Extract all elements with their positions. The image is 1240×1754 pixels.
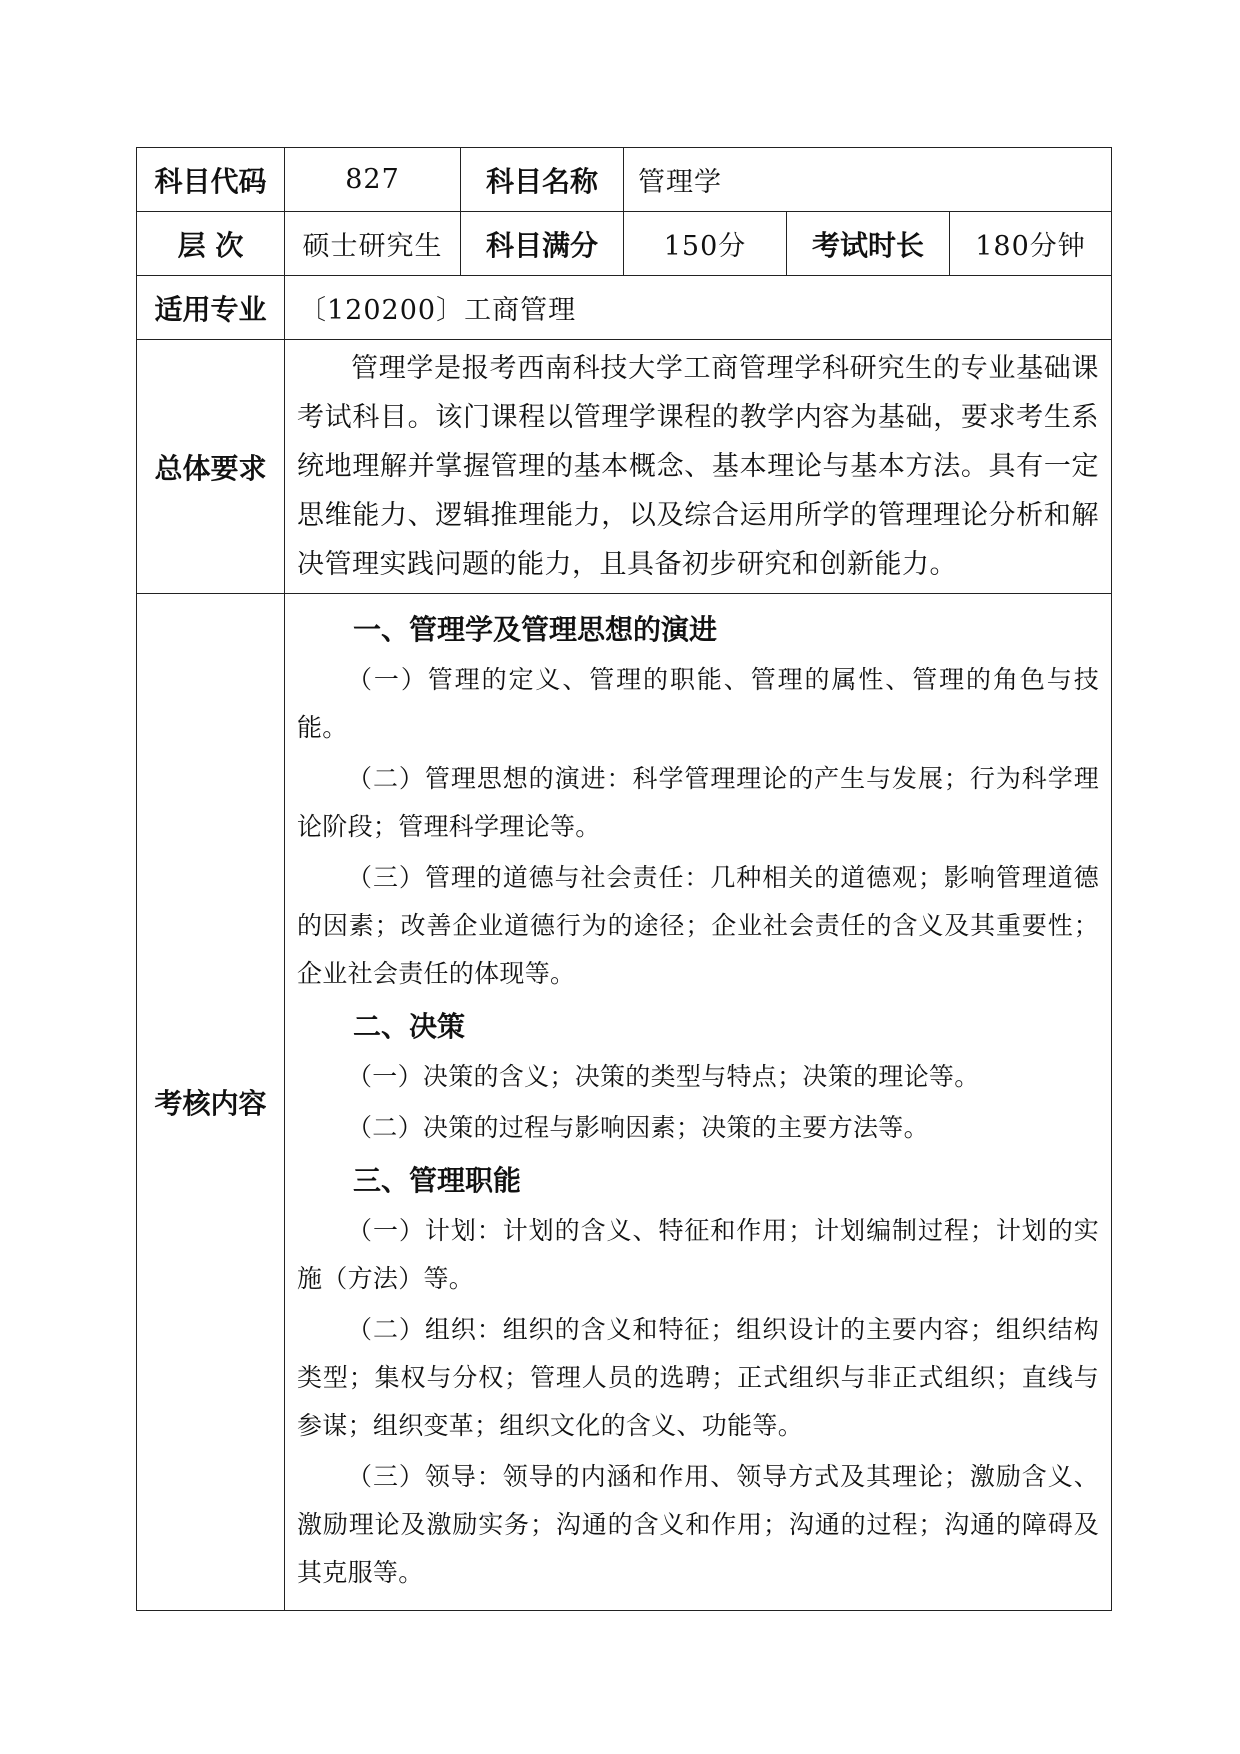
content-cell [285,594,1112,1611]
level-label: 层 次 [137,212,285,276]
section-item: （三）领导：领导的内涵和作用、领导方式及其理论；激励含义、激励理论及激励实务；沟通的含义和作用；沟通的过程；沟通的障碍及其克服等。 [297,1462,1099,1587]
major-row [137,276,1112,340]
section-title: 二、决策 [353,1010,466,1043]
content-label: 考核内容 [137,594,285,1611]
requirements-cell [285,340,1112,594]
section-item: （二）管理思想的演进：科学管理理论的产生与发展；行为科学理论阶段；管理科学理论等。 [297,764,1099,841]
requirements-row [137,340,1112,594]
full-score-value: 150分 [624,212,787,276]
requirements-text: 管理学是报考西南科技大学工商管理学科研究生的专业基础课考试科目。该门课程以管理学课程的教学内容为基础，要求考生系统地理解并掌握管理的基本概念、基本理论与基本方法。具有一定思维能力、逻辑推理能力，以及综合运用所学的管理理论分析和解决管理实践问题的能力，且具备初步研究和创新能力。 [297,353,1099,580]
duration-label: 考试时长 [787,212,950,276]
section-item: （一）计划：计划的含义、特征和作用；计划编制过程；计划的实施（方法）等。 [297,1216,1099,1293]
syllabus-table [136,147,1112,1611]
requirements-label: 总体要求 [137,340,285,594]
full-score-label: 科目满分 [461,212,624,276]
duration-value: 180分钟 [950,212,1112,276]
content-body [285,594,1111,1610]
section-item: （三）管理的道德与社会责任：几种相关的道德观；影响管理道德的因素；改善企业道德行为的途径；企业社会责任的含义及其重要性；企业社会责任的体现等。 [297,863,1099,988]
subject-name-label: 科目名称 [461,148,624,212]
subject-name: 管理学 [624,148,1112,212]
subject-row [137,148,1112,212]
major-label: 适用专业 [137,276,285,340]
subject-code-label: 科目代码 [137,148,285,212]
section-item: （二）决策的过程与影响因素；决策的主要方法等。 [347,1113,929,1142]
major-value: 〔120200〕工商管理 [285,276,1112,340]
content-row [137,594,1112,1611]
level-value: 硕士研究生 [285,212,461,276]
section-item: （一）决策的含义；决策的类型与特点；决策的理论等。 [347,1062,980,1091]
section-item: （二）组织：组织的含义和特征；组织设计的主要内容；组织结构类型；集权与分权；管理人员的选聘；正式组织与非正式组织；直线与参谋；组织变革；组织文化的含义、功能等。 [297,1315,1099,1440]
section-item: （一）管理的定义、管理的职能、管理的属性、管理的角色与技能。 [297,665,1099,742]
subject-code: 827 [285,148,461,212]
level-row [137,212,1112,276]
section-title: 一、管理学及管理思想的演进 [353,613,718,646]
section-title: 三、管理职能 [353,1164,522,1197]
